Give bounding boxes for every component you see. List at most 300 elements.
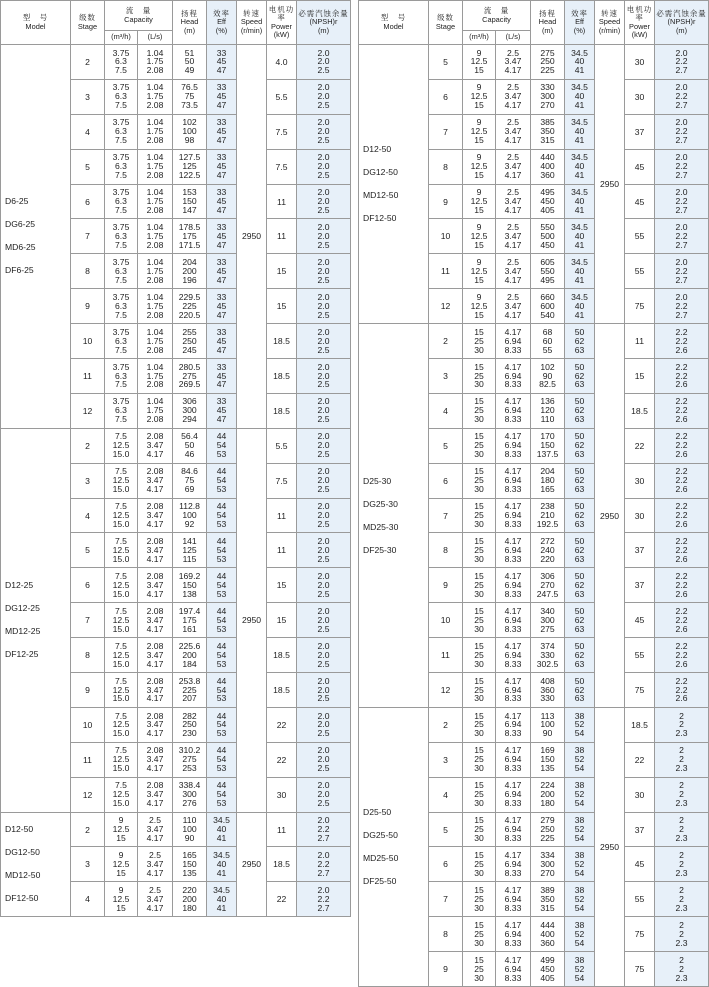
head-cell: 275 250 225: [531, 45, 565, 80]
npsh-cell: 2.0 2.2 2.7: [655, 254, 709, 289]
flow-ls-cell: 2.5 3.47 4.17: [496, 219, 531, 254]
model-name: MD25-50: [363, 852, 399, 863]
flow-ls-cell: 4.17 6.94 8.33: [496, 777, 531, 812]
flow-ls-cell: 2.08 3.47 4.17: [138, 533, 173, 568]
stage-cell: 10: [429, 219, 463, 254]
flow-ls-cell: 2.08 3.47 4.17: [138, 498, 173, 533]
pump-spec-table-right: [358, 0, 709, 987]
stage-cell: 6: [429, 463, 463, 498]
npsh-cell: 2.0 2.0 2.5: [297, 219, 351, 254]
npsh-cell: 2.2 2.2 2.6: [655, 498, 709, 533]
head-cell: 340 300 275: [531, 603, 565, 638]
head-cell: 605 550 495: [531, 254, 565, 289]
stage-cell: 9: [429, 184, 463, 219]
flow-ls-cell: 1.04 1.75 2.08: [138, 254, 173, 289]
npsh-cell: 2.2 2.2 2.6: [655, 673, 709, 708]
speed-cell: 2950: [237, 812, 267, 917]
flow-m3h-cell: 9 12.5 15: [105, 847, 138, 882]
eff-cell: 50 62 63: [565, 463, 595, 498]
flow-ls-cell: 4.17 6.94 8.33: [496, 359, 531, 394]
eff-cell: 33 45 47: [207, 184, 237, 219]
stage-cell: 12: [429, 289, 463, 324]
flow-ls-cell: 1.04 1.75 2.08: [138, 219, 173, 254]
flow-ls-cell: 2.08 3.47 4.17: [138, 707, 173, 742]
flow-m3h-cell: 3.75 6.3 7.5: [105, 79, 138, 114]
eff-cell: 33 45 47: [207, 219, 237, 254]
head-cell: 113 100 90: [531, 707, 565, 742]
flow-ls-cell: 4.17 6.94 8.33: [496, 882, 531, 917]
eff-cell: 50 62 63: [565, 638, 595, 673]
power-cell: 4.0: [267, 45, 297, 80]
stage-cell: 5: [429, 428, 463, 463]
npsh-cell: 2.0 2.0 2.5: [297, 742, 351, 777]
head-cell: 165 150 135: [173, 847, 207, 882]
eff-cell: 33 45 47: [207, 393, 237, 428]
power-cell: 11: [267, 533, 297, 568]
power-cell: 45: [625, 603, 655, 638]
header-eff: 效率 Eff (%): [565, 1, 595, 45]
head-cell: 334 300 270: [531, 847, 565, 882]
stage-cell: 3: [71, 847, 105, 882]
stage-cell: 4: [429, 777, 463, 812]
flow-ls-cell: 2.5 3.47 4.17: [496, 149, 531, 184]
header-power: 电机功率 Power (kW): [625, 1, 655, 45]
flow-ls-cell: 2.5 3.47 4.17: [496, 114, 531, 149]
power-cell: 7.5: [267, 149, 297, 184]
flow-m3h-cell: 3.75 6.3 7.5: [105, 359, 138, 394]
eff-cell: 38 52 54: [565, 882, 595, 917]
model-name: DG12-25: [5, 603, 40, 614]
power-cell: 7.5: [267, 114, 297, 149]
eff-cell: 44 54 53: [207, 428, 237, 463]
flow-ls-cell: 2.08 3.47 4.17: [138, 777, 173, 812]
head-cell: 136 120 110: [531, 393, 565, 428]
stage-cell: 9: [429, 952, 463, 987]
flow-ls-cell: 4.17 6.94 8.33: [496, 707, 531, 742]
head-cell: 338.4 300 276: [173, 777, 207, 812]
stage-cell: 3: [71, 79, 105, 114]
model-name: D25-30: [363, 475, 392, 486]
npsh-cell: 2 2 2.3: [655, 952, 709, 987]
stage-cell: 5: [71, 149, 105, 184]
power-cell: 30: [267, 777, 297, 812]
npsh-cell: 2.0 2.0 2.5: [297, 393, 351, 428]
power-cell: 15: [267, 568, 297, 603]
stage-cell: 2: [429, 324, 463, 359]
flow-m3h-cell: 15 25 30: [463, 707, 496, 742]
flow-ls-cell: 2.5 3.47 4.17: [138, 812, 173, 847]
header-npsh: 必需汽蚀余量 (NPSH)r (m): [655, 1, 709, 45]
table-row: [359, 707, 709, 742]
power-cell: 55: [625, 219, 655, 254]
flow-m3h-cell: 15 25 30: [463, 638, 496, 673]
flow-m3h-cell: 7.5 12.5 15.0: [105, 638, 138, 673]
eff-cell: 33 45 47: [207, 359, 237, 394]
eff-cell: 34.5 40 41: [565, 184, 595, 219]
flow-m3h-cell: 15 25 30: [463, 533, 496, 568]
head-cell: 178.5 175 171.5: [173, 219, 207, 254]
flow-ls-cell: 2.5 3.47 4.17: [496, 254, 531, 289]
model-name: DG12-50: [363, 167, 398, 178]
eff-cell: 38 52 54: [565, 952, 595, 987]
eff-cell: 34.5 40 41: [207, 882, 237, 917]
flow-m3h-cell: 15 25 30: [463, 359, 496, 394]
model-name: MD12-50: [363, 190, 399, 201]
header-q-ls: (L/s): [138, 31, 173, 45]
head-cell: 204 200 196: [173, 254, 207, 289]
npsh-cell: 2.0 2.0 2.5: [297, 254, 351, 289]
npsh-cell: 2.0 2.2 2.7: [655, 149, 709, 184]
flow-m3h-cell: 3.75 6.3 7.5: [105, 219, 138, 254]
flow-ls-cell: 1.04 1.75 2.08: [138, 359, 173, 394]
model-name: D12-50: [363, 144, 392, 155]
eff-cell: 50 62 63: [565, 498, 595, 533]
stage-cell: 2: [71, 428, 105, 463]
eff-cell: 50 62 63: [565, 673, 595, 708]
flow-ls-cell: 2.5 3.47 4.17: [496, 184, 531, 219]
head-cell: 330 300 270: [531, 79, 565, 114]
npsh-cell: 2.0 2.0 2.5: [297, 114, 351, 149]
power-cell: 75: [625, 917, 655, 952]
eff-cell: 33 45 47: [207, 254, 237, 289]
flow-ls-cell: 2.08 3.47 4.17: [138, 742, 173, 777]
power-cell: 55: [625, 254, 655, 289]
head-cell: 224 200 180: [531, 777, 565, 812]
eff-cell: 34.5 40 41: [565, 79, 595, 114]
flow-m3h-cell: 3.75 6.3 7.5: [105, 393, 138, 428]
eff-cell: 33 45 47: [207, 149, 237, 184]
head-cell: 440 400 360: [531, 149, 565, 184]
flow-m3h-cell: 15 25 30: [463, 498, 496, 533]
npsh-cell: 2.0 2.0 2.5: [297, 498, 351, 533]
npsh-cell: 2 2 2.3: [655, 812, 709, 847]
model-cell: [359, 324, 429, 708]
eff-cell: 33 45 47: [207, 324, 237, 359]
stage-cell: 7: [429, 114, 463, 149]
stage-cell: 6: [71, 184, 105, 219]
power-cell: 75: [625, 673, 655, 708]
head-cell: 225.6 200 184: [173, 638, 207, 673]
eff-cell: 44 54 53: [207, 707, 237, 742]
model-name: MD12-25: [5, 626, 41, 637]
flow-m3h-cell: 9 12.5 15: [463, 289, 496, 324]
npsh-cell: 2.2 2.2 2.6: [655, 359, 709, 394]
power-cell: 18.5: [625, 707, 655, 742]
eff-cell: 38 52 54: [565, 917, 595, 952]
stage-cell: 7: [71, 219, 105, 254]
model-cell: [1, 812, 71, 917]
model-name: DG12-50: [5, 847, 40, 858]
eff-cell: 38 52 54: [565, 847, 595, 882]
header-head: 扬程 Head (m): [531, 1, 565, 45]
model-name: DF12-50: [363, 213, 397, 224]
speed-cell: 2950: [595, 45, 625, 324]
eff-cell: 44 54 53: [207, 603, 237, 638]
npsh-cell: 2.0 2.2 2.7: [655, 184, 709, 219]
flow-m3h-cell: 15 25 30: [463, 742, 496, 777]
stage-cell: 4: [71, 114, 105, 149]
power-cell: 18.5: [267, 847, 297, 882]
eff-cell: 34.5 40 41: [207, 847, 237, 882]
npsh-cell: 2.0 2.0 2.5: [297, 568, 351, 603]
head-cell: 385 350 315: [531, 114, 565, 149]
flow-ls-cell: 2.5 3.47 4.17: [138, 882, 173, 917]
eff-cell: 38 52 54: [565, 742, 595, 777]
eff-cell: 50 62 63: [565, 324, 595, 359]
model-name: DF6-25: [5, 265, 34, 276]
flow-ls-cell: 2.08 3.47 4.17: [138, 638, 173, 673]
eff-cell: 44 54 53: [207, 533, 237, 568]
stage-cell: 12: [71, 777, 105, 812]
power-cell: 11: [267, 498, 297, 533]
power-cell: 22: [267, 882, 297, 917]
head-cell: 102 100 98: [173, 114, 207, 149]
stage-cell: 5: [429, 812, 463, 847]
stage-cell: 6: [429, 847, 463, 882]
power-cell: 37: [625, 568, 655, 603]
stage-cell: 10: [71, 324, 105, 359]
flow-ls-cell: 2.08 3.47 4.17: [138, 673, 173, 708]
flow-ls-cell: 4.17 6.94 8.33: [496, 533, 531, 568]
npsh-cell: 2.0 2.2 2.7: [655, 79, 709, 114]
flow-m3h-cell: 9 12.5 15: [463, 219, 496, 254]
npsh-cell: 2.0 2.0 2.5: [297, 324, 351, 359]
eff-cell: 34.5 40 41: [565, 149, 595, 184]
flow-ls-cell: 4.17 6.94 8.33: [496, 847, 531, 882]
stage-cell: 4: [71, 498, 105, 533]
header-capacity: 流 量 Capacity: [463, 1, 531, 31]
stage-cell: 10: [71, 707, 105, 742]
eff-cell: 33 45 47: [207, 45, 237, 80]
flow-m3h-cell: 7.5 12.5 15.0: [105, 428, 138, 463]
stage-cell: 2: [429, 707, 463, 742]
head-cell: 306 270 247.5: [531, 568, 565, 603]
head-cell: 51 50 49: [173, 45, 207, 80]
eff-cell: 33 45 47: [207, 114, 237, 149]
npsh-cell: 2 2 2.3: [655, 847, 709, 882]
head-cell: 495 450 405: [531, 184, 565, 219]
flow-m3h-cell: 9 12.5 15: [463, 45, 496, 80]
flow-m3h-cell: 7.5 12.5 15.0: [105, 568, 138, 603]
eff-cell: 38 52 54: [565, 777, 595, 812]
flow-m3h-cell: 9 12.5 15: [463, 114, 496, 149]
flow-m3h-cell: 15 25 30: [463, 952, 496, 987]
flow-ls-cell: 1.04 1.75 2.08: [138, 114, 173, 149]
npsh-cell: 2.0 2.0 2.5: [297, 289, 351, 324]
power-cell: 5.5: [267, 79, 297, 114]
flow-m3h-cell: 7.5 12.5 15.0: [105, 777, 138, 812]
npsh-cell: 2.2 2.2 2.6: [655, 463, 709, 498]
table-row: [359, 45, 709, 80]
power-cell: 30: [625, 79, 655, 114]
stage-cell: 7: [429, 498, 463, 533]
head-cell: 499 450 405: [531, 952, 565, 987]
header-head: 扬程 Head (m): [173, 1, 207, 45]
eff-cell: 44 54 53: [207, 568, 237, 603]
table-row: [359, 324, 709, 359]
power-cell: 22: [625, 428, 655, 463]
power-cell: 30: [625, 498, 655, 533]
flow-ls-cell: 1.04 1.75 2.08: [138, 79, 173, 114]
model-cell: [359, 45, 429, 324]
stage-cell: 12: [429, 673, 463, 708]
flow-ls-cell: 4.17 6.94 8.33: [496, 393, 531, 428]
model-name: D12-25: [5, 580, 34, 591]
header-stage: 级数 Stage: [71, 1, 105, 45]
power-cell: 15: [267, 254, 297, 289]
model-name: DG25-30: [363, 498, 398, 509]
model-name: MD25-30: [363, 521, 399, 532]
flow-m3h-cell: 7.5 12.5 15.0: [105, 498, 138, 533]
stage-cell: 2: [71, 45, 105, 80]
power-cell: 75: [625, 289, 655, 324]
head-cell: 238 210 192.5: [531, 498, 565, 533]
table-row: [1, 812, 351, 847]
header-q-ls: (L/s): [496, 31, 531, 45]
model-name: D6-25: [5, 196, 29, 207]
npsh-cell: 2.2 2.2 2.6: [655, 638, 709, 673]
npsh-cell: 2.0 2.0 2.5: [297, 673, 351, 708]
npsh-cell: 2.0 2.0 2.5: [297, 359, 351, 394]
power-cell: 11: [267, 812, 297, 847]
stage-cell: 8: [429, 917, 463, 952]
eff-cell: 33 45 47: [207, 289, 237, 324]
eff-cell: 44 54 53: [207, 673, 237, 708]
power-cell: 55: [625, 882, 655, 917]
flow-m3h-cell: 3.75 6.3 7.5: [105, 324, 138, 359]
power-cell: 11: [267, 219, 297, 254]
power-cell: 30: [625, 45, 655, 80]
flow-m3h-cell: 9 12.5 15: [463, 149, 496, 184]
stage-cell: 5: [429, 45, 463, 80]
flow-ls-cell: 2.08 3.47 4.17: [138, 603, 173, 638]
model-name: D12-50: [5, 824, 34, 835]
npsh-cell: 2.2 2.2 2.6: [655, 568, 709, 603]
power-cell: 45: [625, 149, 655, 184]
flow-m3h-cell: 9 12.5 15: [463, 184, 496, 219]
stage-cell: 7: [429, 882, 463, 917]
flow-ls-cell: 2.08 3.47 4.17: [138, 428, 173, 463]
head-cell: 408 360 330: [531, 673, 565, 708]
npsh-cell: 2.0 2.0 2.5: [297, 428, 351, 463]
npsh-cell: 2.0 2.0 2.5: [297, 777, 351, 812]
head-cell: 56.4 50 46: [173, 428, 207, 463]
header-q-m3h: (m³/h): [105, 31, 138, 45]
model-name: MD12-50: [5, 870, 41, 881]
eff-cell: 34.5 40 41: [565, 114, 595, 149]
stage-cell: 9: [429, 568, 463, 603]
npsh-cell: 2.0 2.0 2.5: [297, 638, 351, 673]
flow-m3h-cell: 7.5 12.5 15.0: [105, 673, 138, 708]
head-cell: 220 200 180: [173, 882, 207, 917]
flow-m3h-cell: 15 25 30: [463, 777, 496, 812]
stage-cell: 5: [71, 533, 105, 568]
flow-ls-cell: 4.17 6.94 8.33: [496, 673, 531, 708]
flow-ls-cell: 1.04 1.75 2.08: [138, 149, 173, 184]
speed-cell: 2950: [595, 707, 625, 986]
head-cell: 153 150 147: [173, 184, 207, 219]
head-cell: 169.2 150 138: [173, 568, 207, 603]
flow-m3h-cell: 3.75 6.3 7.5: [105, 254, 138, 289]
head-cell: 272 240 220: [531, 533, 565, 568]
flow-m3h-cell: 15 25 30: [463, 673, 496, 708]
flow-ls-cell: 4.17 6.94 8.33: [496, 603, 531, 638]
power-cell: 18.5: [267, 673, 297, 708]
stage-cell: 3: [429, 742, 463, 777]
npsh-cell: 2.0 2.0 2.5: [297, 533, 351, 568]
stage-cell: 8: [429, 149, 463, 184]
power-cell: 45: [625, 184, 655, 219]
table-row: [1, 428, 351, 463]
power-cell: 15: [267, 603, 297, 638]
npsh-cell: 2.0 2.0 2.5: [297, 707, 351, 742]
eff-cell: 44 54 53: [207, 498, 237, 533]
flow-m3h-cell: 15 25 30: [463, 847, 496, 882]
flow-ls-cell: 4.17 6.94 8.33: [496, 428, 531, 463]
npsh-cell: 2.0 2.2 2.7: [655, 289, 709, 324]
eff-cell: 44 54 53: [207, 463, 237, 498]
npsh-cell: 2.0 2.0 2.5: [297, 603, 351, 638]
flow-ls-cell: 4.17 6.94 8.33: [496, 324, 531, 359]
npsh-cell: 2 2 2.3: [655, 917, 709, 952]
eff-cell: 34.5 40 41: [565, 45, 595, 80]
flow-ls-cell: 4.17 6.94 8.33: [496, 568, 531, 603]
eff-cell: 33 45 47: [207, 79, 237, 114]
npsh-cell: 2.0 2.2 2.7: [655, 45, 709, 80]
power-cell: 18.5: [267, 393, 297, 428]
flow-ls-cell: 4.17 6.94 8.33: [496, 638, 531, 673]
eff-cell: 38 52 54: [565, 812, 595, 847]
head-cell: 204 180 165: [531, 463, 565, 498]
power-cell: 22: [267, 742, 297, 777]
power-cell: 15: [625, 359, 655, 394]
stage-cell: 8: [71, 638, 105, 673]
npsh-cell: 2.0 2.2 2.7: [297, 882, 351, 917]
table-row: [1, 45, 351, 80]
power-cell: 18.5: [267, 359, 297, 394]
head-cell: 229.5 225 220.5: [173, 289, 207, 324]
head-cell: 550 500 450: [531, 219, 565, 254]
npsh-cell: 2 2 2.3: [655, 882, 709, 917]
head-cell: 280.5 275 269.5: [173, 359, 207, 394]
header-power: 电机功率 Power (kW): [267, 1, 297, 45]
npsh-cell: 2.0 2.0 2.5: [297, 463, 351, 498]
flow-m3h-cell: 15 25 30: [463, 882, 496, 917]
model-cell: [1, 428, 71, 812]
header-npsh: 必需汽蚀余量 (NPSH)r (m): [297, 1, 351, 45]
power-cell: 22: [267, 707, 297, 742]
flow-ls-cell: 1.04 1.75 2.08: [138, 45, 173, 80]
eff-cell: 34.5 40 41: [207, 812, 237, 847]
flow-m3h-cell: 3.75 6.3 7.5: [105, 149, 138, 184]
stage-cell: 10: [429, 603, 463, 638]
flow-ls-cell: 2.5 3.47 4.17: [496, 289, 531, 324]
npsh-cell: 2.2 2.2 2.6: [655, 533, 709, 568]
eff-cell: 50 62 63: [565, 428, 595, 463]
stage-cell: 11: [429, 638, 463, 673]
head-cell: 68 60 55: [531, 324, 565, 359]
head-cell: 112.8 100 92: [173, 498, 207, 533]
power-cell: 18.5: [267, 324, 297, 359]
npsh-cell: 2.0 2.2 2.7: [297, 847, 351, 882]
stage-cell: 3: [429, 359, 463, 394]
power-cell: 37: [625, 114, 655, 149]
flow-ls-cell: 1.04 1.75 2.08: [138, 324, 173, 359]
header-q-m3h: (m³/h): [463, 31, 496, 45]
flow-m3h-cell: 15 25 30: [463, 463, 496, 498]
power-cell: 55: [625, 638, 655, 673]
head-cell: 141 125 115: [173, 533, 207, 568]
